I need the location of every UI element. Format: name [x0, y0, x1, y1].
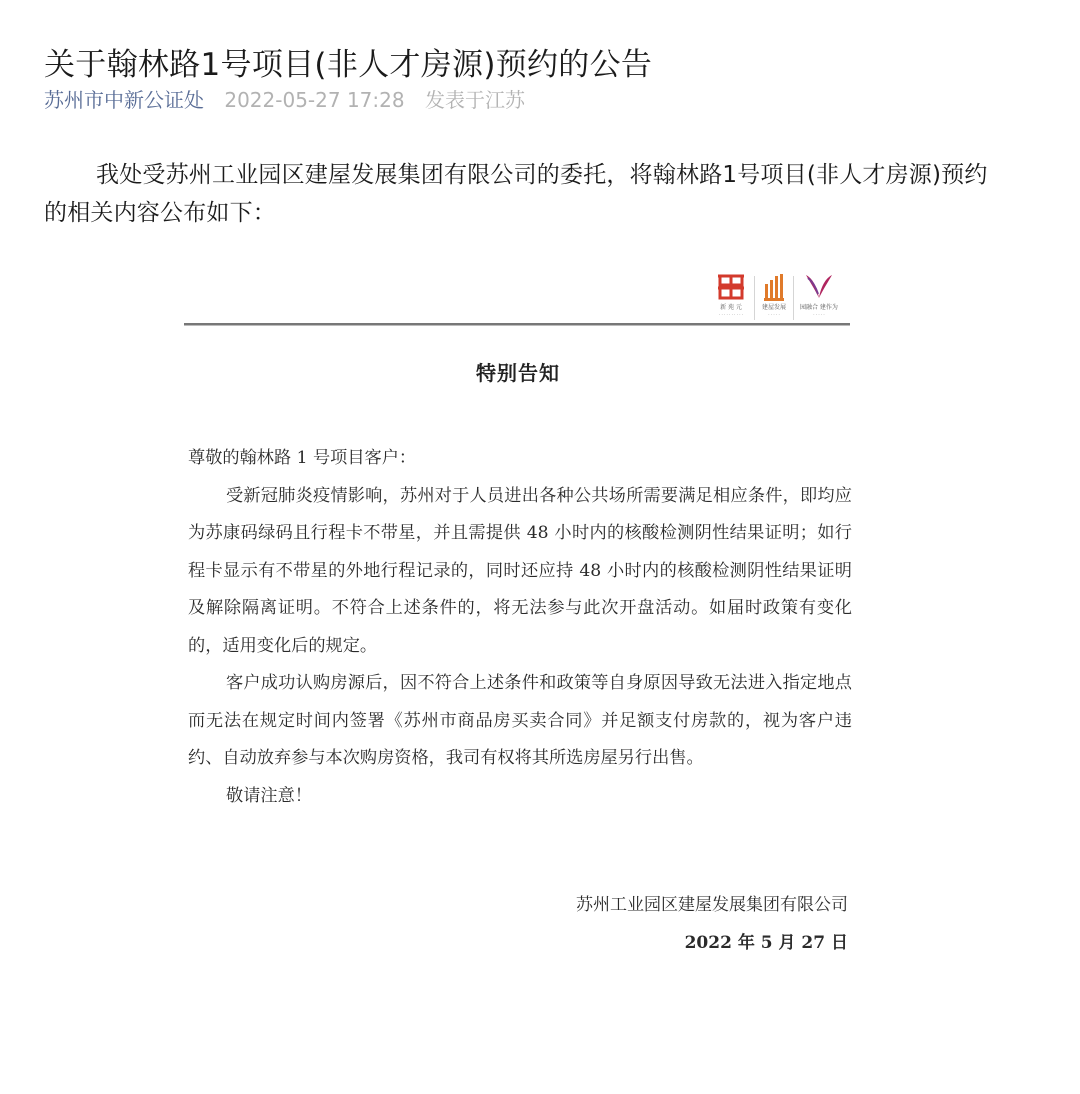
signature-company: 苏州工业园区建屋发展集团有限公司 — [576, 895, 848, 915]
header-rule — [184, 323, 850, 326]
notice-signature — [576, 886, 848, 962]
logo-caption: 园融合 建作为 — [800, 304, 838, 311]
butterfly-logo — [800, 272, 838, 324]
logo-caption: 建屋发展 — [761, 304, 786, 311]
publish-location: 发表于江苏 — [424, 88, 525, 112]
article-meta — [44, 86, 525, 114]
logo-strip — [714, 272, 854, 326]
butterfly-icon — [802, 272, 836, 302]
article-title: 关于翰林路1号项目(非人才房源)预约的公告 — [44, 46, 653, 83]
author-link[interactable]: 苏州市中新公证处 — [44, 88, 204, 112]
publish-time: 2022-05-27 17:28 — [224, 88, 405, 112]
notice-paragraph: 受新冠肺炎疫情影响，苏州对于人员进出各种公共场所需要满足相应条件，即均应为苏康码绿码且行程卡不带星，并且需提供 48 小时内的核酸检测阴性结果证明；如行程卡显示有不带星的外地行程记录的，同时还应持 48 小时内的核酸检测阴性结果证明及解除隔离证明。不符合上述条件的，将无法参与此次开盘活动。如届时政策有变化的，适用变化后的规定。 — [188, 485, 852, 656]
salutation: 尊敬的翰林路 1 号项目客户： — [188, 448, 417, 468]
notice-paragraph: 敬请注意！ — [226, 785, 312, 806]
xinjiyuan-logo — [714, 272, 748, 324]
logo-subcaption: · · · · · — [768, 312, 780, 317]
notice-body — [188, 440, 852, 815]
notice-paragraph: 客户成功认购房源后，因不符合上述条件和政策等自身原因导致无法进入指定地点而无法在规定时间内签署《苏州市商品房买卖合同》并足额支付房款的，视为客户违约、自动放弃参与本次购房资格，我司有权将其所选房屋另行出售。 — [188, 673, 852, 768]
intro-paragraph: 我处受苏州工业园区建屋发展集团有限公司的委托，将翰林路1号项目(非人才房源)预约的相关内容公布如下： — [44, 162, 988, 226]
signature-date: 2022 年 5 月 27 日 — [684, 933, 848, 953]
jianwu-fazhan-logo — [761, 272, 787, 324]
logo-divider — [793, 276, 794, 320]
logo-subcaption: · · · · · · · · · · — [718, 312, 744, 317]
logo-subcaption: · · · · · — [813, 312, 825, 317]
building-bars-icon — [761, 272, 787, 302]
logo-caption: 新 苑 元 — [720, 304, 742, 311]
notice-heading: 特别告知 — [476, 361, 560, 385]
xinjiyuan-logo-icon — [714, 272, 748, 302]
logo-divider — [754, 276, 755, 320]
notice-image — [160, 260, 880, 980]
